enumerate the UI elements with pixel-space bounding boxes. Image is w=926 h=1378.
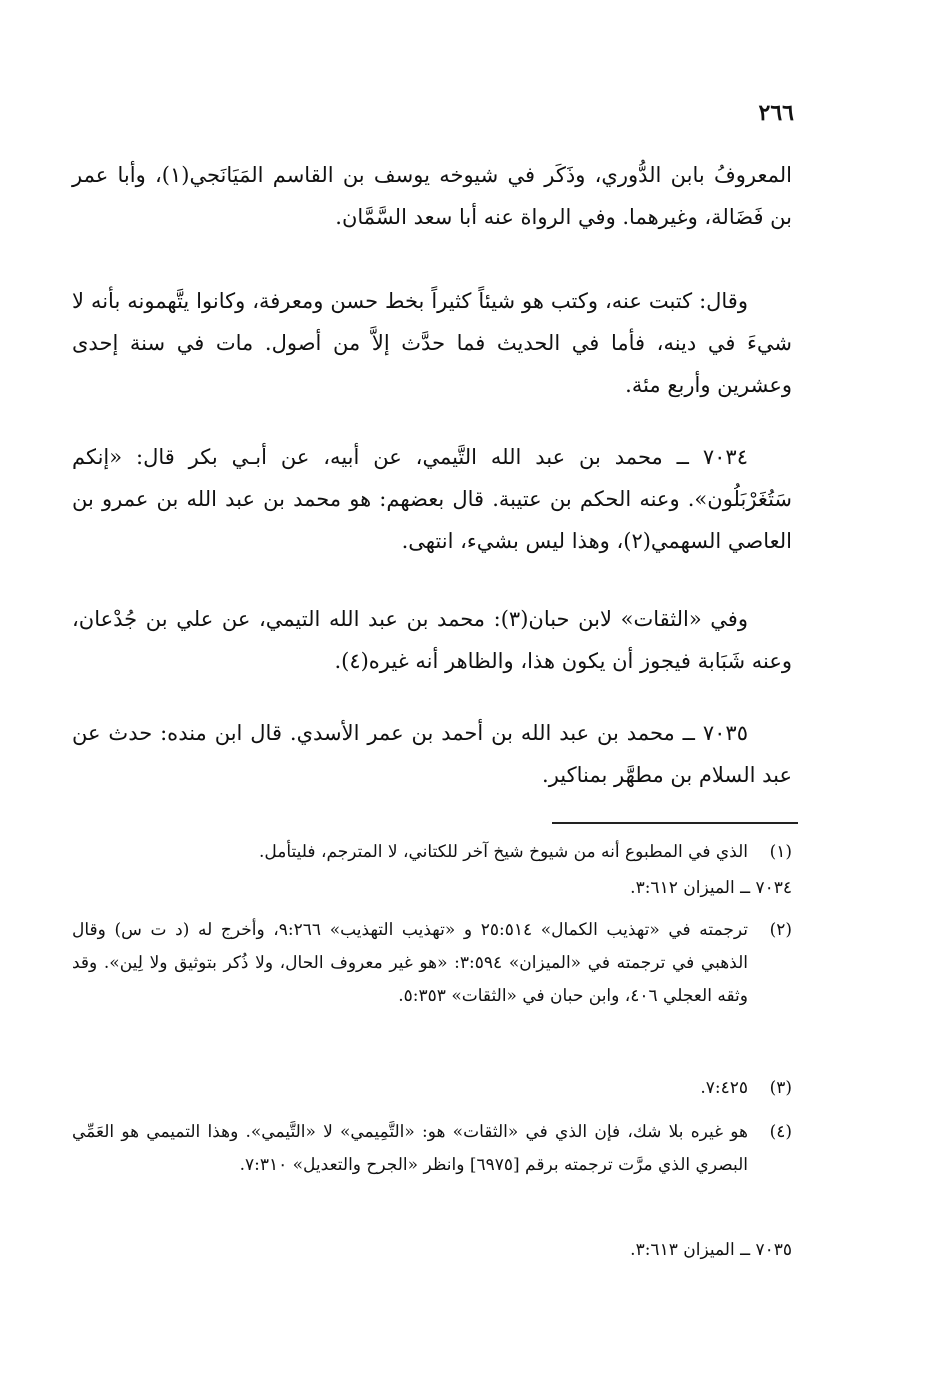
footnote-number: (١) (769, 842, 792, 862)
footnote-divider (552, 822, 798, 824)
paragraph-text: وقال: كتبت عنه، وكتب هو شيئاً كثيراً بخط حسن ومعرفة، وكانوا يتَّهمونه بأنه لا شيءَ في دينه، فأما في الحديث فما حدَّث إلاَّ من أصول. مات في سنة إحدى وعشرين وأربع مئة. (72, 289, 792, 397)
footnote-3 (72, 1072, 792, 1105)
footnote-4 (72, 1116, 792, 1182)
source-note-text: ٧٠٣٥ ــ الميزان ٣:٦١٣. (630, 1240, 792, 1260)
entry-7035 (72, 712, 792, 796)
page-number: ٢٦٦ (758, 100, 794, 126)
footnote-text: ٧:٤٢٥. (700, 1078, 748, 1098)
footnote-number: (٢) (769, 920, 792, 940)
footnote-number: (٣) (769, 1078, 792, 1098)
source-note-7035 (72, 1234, 792, 1267)
footnote-text: الذي في المطبوع أنه من شيوخ شيخ آخر للكتاني، لا المترجم، فليتأمل. (258, 842, 748, 862)
paragraph-2 (72, 280, 792, 406)
source-note-7034 (72, 872, 792, 905)
footnote-1 (72, 836, 792, 869)
paragraph-text: المعروفُ بابن الدُّوري، وذَكَر في شيوخه يوسف بن القاسم المَيَانَجي(١)، وأبا عمر بن فَضَالة، وغيرهما. وفي الرواة عنه أبا سعد السَّمَّان. (72, 163, 792, 229)
paragraph-4 (72, 598, 792, 682)
source-note-text: ٧٠٣٤ ــ الميزان ٣:٦١٢. (630, 878, 792, 898)
footnote-2 (72, 914, 792, 1013)
paragraph-1 (72, 154, 792, 238)
paragraph-text: وفي «الثقات» لابن حبان(٣): محمد بن عبد الله التيمي، عن علي بن جُدْعان، وعنه شَبَابة فيجوز أن يكون هذا، والظاهر أنه غيره(٤). (72, 607, 792, 673)
footnote-text: هو غيره بلا شك، فإن الذي في «الثقات» هو: «التَّمِيمي» لا «التَّيمي». وهذا التميمي هو العَمِّي البصري الذي مرَّت ترجمته برقم [٦٩٧٥] وانظر «الجرح والتعديل» ٧:٣١٠. (72, 1122, 748, 1175)
footnote-text: ترجمته في «تهذيب الكمال» ٢٥:٥١٤ و «تهذيب التهذيب» ٩:٢٦٦، وأخرج له (د ت س) وقال الذهبي في ترجمته في «الميزان» ٣:٥٩٤: «هو غير معروف الحال، ولا ذُكر بتوثيق ولا لِين». وقد وثقه العجلي ٤٠٦، وابن حبان في «الثقات» ٥:٣٥٣. (72, 920, 748, 1006)
entry-7034 (72, 436, 792, 562)
entry-text: ٧٠٣٤ ــ محمد بن عبد الله التَّيمي، عن أبيه، عن أبـي بكر قال: «إنكم سَتُغَرْبَلُون». وعنه الحكم بن عتيبة. قال بعضهم: هو محمد بن عبد الله بن عمرو بن العاصي السهمي(٢)، وهذا ليس بشيء، انتهى. (72, 445, 792, 553)
entry-text: ٧٠٣٥ ــ محمد بن عبد الله بن أحمد بن عمر الأسدي. قال ابن منده: حدث عن عبد السلام بن مطهَّر بمناكير. (72, 721, 792, 787)
footnote-number: (٤) (769, 1122, 792, 1142)
